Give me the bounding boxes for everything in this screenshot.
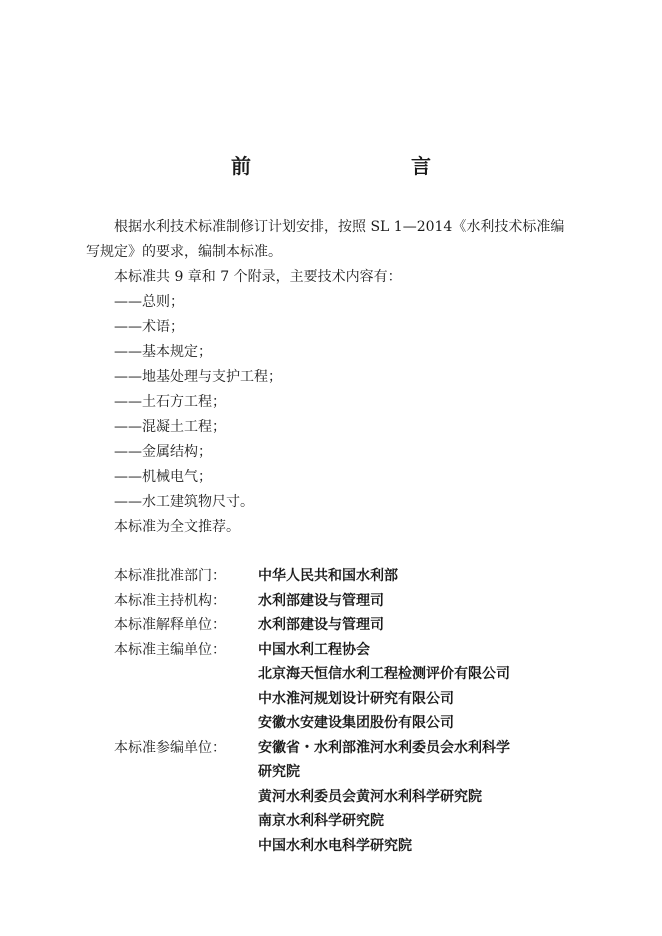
org-name: 中华人民共和国水利部 xyxy=(258,568,398,584)
list-item: ——总则； xyxy=(114,294,184,310)
contents-intro: 本标准共 9 章和 7 个附录，主要技术内容有： xyxy=(114,269,402,285)
list-item: ——机械电气； xyxy=(114,469,212,485)
org-values xyxy=(258,613,586,638)
org-name: 南京水利科学研究院 xyxy=(258,813,384,829)
org-row-participating xyxy=(86,736,586,859)
organizations-block xyxy=(86,564,586,858)
intro-paragraph: 根据水利技术标准制修订计划安排，按照 SL 1—2014《水利技术标准编写规定》的要求，编制本标准。 xyxy=(86,219,565,260)
org-label: 本标准批准部门： xyxy=(114,568,226,584)
org-name: 北京海天恒信水利工程检测评价有限公司 xyxy=(258,666,510,682)
list-item: ——基本规定； xyxy=(114,344,212,360)
org-values xyxy=(258,564,586,589)
list-item: ——土石方工程； xyxy=(114,394,226,410)
org-name: 水利部建设与管理司 xyxy=(258,592,384,609)
list-item: ——术语； xyxy=(114,319,184,335)
org-label: 本标准参编单位： xyxy=(114,739,226,756)
org-row-host xyxy=(86,589,586,614)
org-name: 研究院 xyxy=(258,764,300,780)
org-row-chief xyxy=(86,638,586,736)
page-title: 前 言 xyxy=(231,154,471,178)
org-name: 中国水利工程协会 xyxy=(258,641,370,658)
list-item: ——金属结构； xyxy=(114,444,212,460)
list-item: ——水工建筑物尺寸。 xyxy=(114,494,254,510)
org-row-interpret xyxy=(86,613,586,638)
org-name: 安徽水安建设集团股份有限公司 xyxy=(258,715,454,731)
org-name: 中水淮河规划设计研究有限公司 xyxy=(258,690,454,707)
list-item: ——地基处理与支护工程； xyxy=(114,369,282,385)
preface-body xyxy=(86,215,566,540)
org-name: 安徽省・水利部淮河水利委员会水利科学 xyxy=(258,739,510,756)
org-values xyxy=(258,589,586,614)
org-label: 本标准主编单位： xyxy=(114,641,226,658)
org-values xyxy=(258,638,586,736)
org-label: 本标准主持机构： xyxy=(114,592,226,609)
org-values xyxy=(258,736,586,859)
org-name: 中国水利水电科学研究院 xyxy=(258,837,412,854)
list-item: ——混凝土工程； xyxy=(114,419,226,435)
org-row-approval xyxy=(86,564,586,589)
contents-list xyxy=(86,290,566,515)
recommendation-text: 本标准为全文推荐。 xyxy=(114,519,240,535)
org-label: 本标准解释单位： xyxy=(114,617,226,633)
org-name: 水利部建设与管理司 xyxy=(258,617,384,633)
org-name: 黄河水利委员会黄河水利科学研究院 xyxy=(258,788,482,805)
